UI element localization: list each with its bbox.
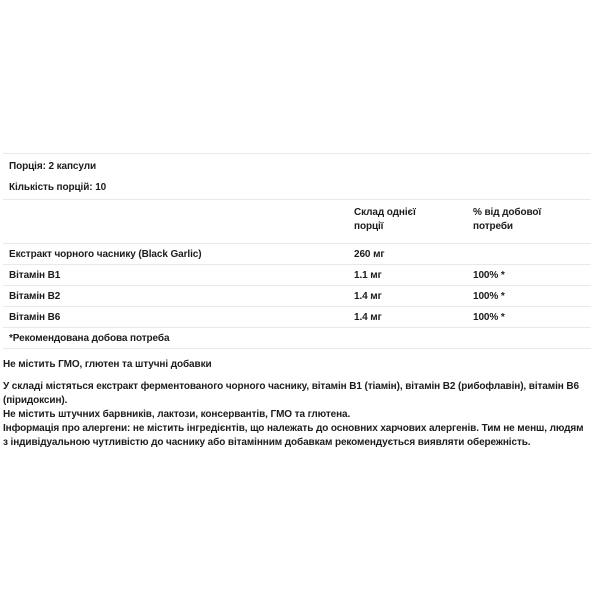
description-free-from: Не містить штучних барвників, лактози, консервантів, ГМО та глютена. [3,409,351,420]
ingredient-amount: 1.4 мг [354,290,382,302]
serving-info [3,154,591,199]
ingredient-daily-value: 100% * [473,269,505,281]
ingredient-amount: 260 мг [354,248,385,260]
table-row [3,307,591,327]
column-header-composition: Склад однієї порції [354,207,416,232]
description-allergen-info: Інформація про алергени: не містить інгредієнтів, що належать до основних харчових алергенів. Тим не менш, людям з індивідуальною чутливістю до часнику або вітамінним добавкам рекомендується виявляти обережність. [3,423,584,448]
claims-heading: Не містить ГМО, глютен та штучні добавки [3,359,212,370]
column-header-daily-value: % від добової потреби [473,207,542,232]
ingredient-amount: 1.4 мг [354,311,382,323]
product-description [3,380,589,450]
ingredient-name: Екстракт чорного часнику (Black Garlic) [9,248,202,260]
ingredient-amount: 1.1 мг [354,269,382,281]
ingredient-name: Вітамін B6 [9,311,61,323]
table-row [3,244,591,264]
serving-size-text: Порція: 2 капсули [9,161,97,172]
ingredient-daily-value: 100% * [473,290,505,302]
top-whitespace [3,0,591,153]
divider [3,348,591,349]
servings-per-container-text: Кількість порцій: 10 [9,182,107,193]
ingredient-daily-value: 100% * [473,311,505,323]
ingredient-name: Вітамін B2 [9,290,61,302]
description-ingredients: У складі містяться екстракт ферментованого чорного часнику, вітамін B1 (тіамін), вітамін B2 (рибофлавін), вітамін B6 (піридоксин). [3,381,579,406]
table-header-row [3,200,591,243]
ingredient-name: Вітамін B1 [9,269,61,281]
table-footnote: *Рекомендована добова потреба [9,332,170,344]
table-row [3,286,591,306]
table-row [3,265,591,285]
